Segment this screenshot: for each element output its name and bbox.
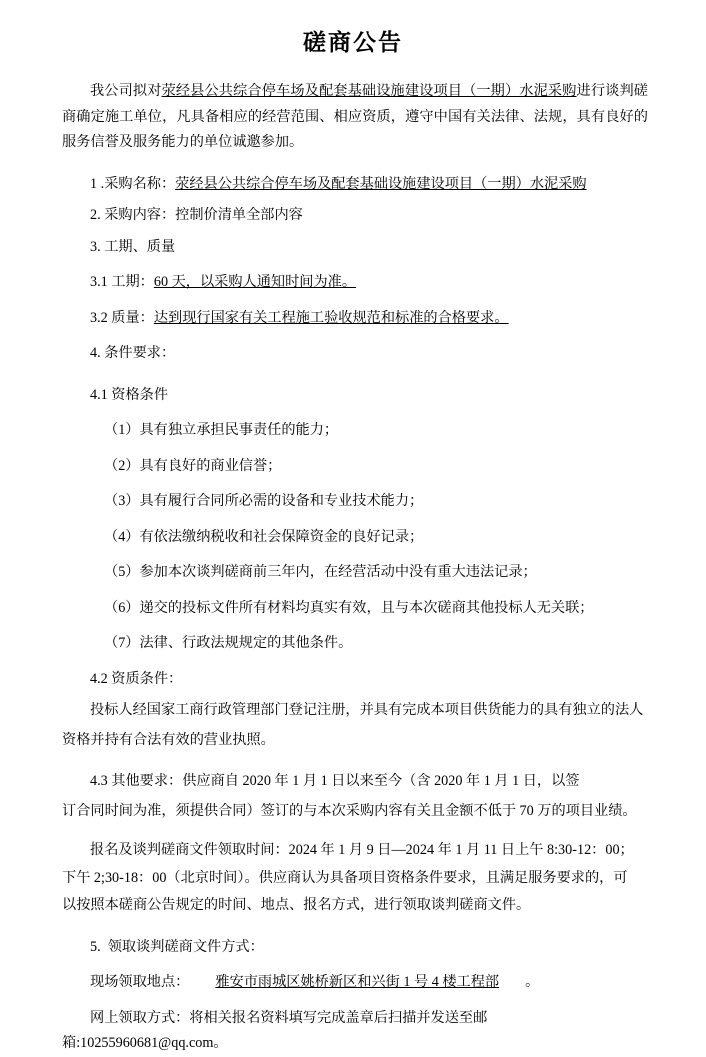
- section-4-label: 条件要求：: [104, 345, 176, 361]
- registration-line-1: 报名及谈判磋商文件领取时间：2024 年 1 月 9 日—2024 年 1 月 11 日上午 8:30-12：00；: [90, 842, 634, 858]
- pickup-heading-label: 领取谈判磋商文件方式：: [107, 938, 264, 955]
- other-requirements-text-1: 供应商自 2020 年 1 月 1 日以来至今（含 2020 年 1 月 1 日，以签: [182, 773, 580, 789]
- intro-project-name: 荥经县公共综合停车场及配套基础设施建设项目（一期）水泥采购: [161, 83, 577, 99]
- other-requirements-label: 其他要求：: [111, 773, 183, 789]
- pickup-heading: [62, 935, 648, 961]
- sub-item-3-1-label: 工期：: [111, 274, 154, 290]
- list-item: （4）有依法缴纳税收和社会保障资金的良好记录；: [104, 528, 424, 545]
- section-2: [62, 203, 648, 229]
- section-2-number: 2.: [90, 207, 101, 223]
- credential-text-line-2: 资格并持有合法有效的营业执照。: [62, 731, 275, 748]
- credential-heading-label: 资质条件：: [111, 670, 183, 687]
- list-item: （5）参加本次谈判磋商前三年内，在经营活动中没有重大违法记录；: [104, 564, 537, 580]
- pickup-onsite-label: 现场领取地点：: [90, 974, 190, 990]
- sub-item-3-2-number: 3.2: [90, 309, 108, 326]
- pickup-online: [62, 1006, 648, 1057]
- list-item: （7）法律、行政法规规定的其他条件。: [104, 635, 353, 651]
- section-4-conditions: [62, 341, 648, 367]
- sub-item-3-2-value: 达到现行国家有关工程施工验收规范和标准的合格要求。: [153, 309, 509, 326]
- list-item: （6）递交的投标文件所有材料均真实有效，且与本次磋商其他投标人无关联；: [104, 599, 594, 616]
- list-item: （2）具有良好的商业信誉；: [104, 457, 282, 474]
- pickup-heading-number: 5.: [90, 938, 101, 955]
- sub-item-3-2-label: 质量：: [111, 309, 154, 326]
- sub-item-3-1-value: 60 天，以采购人通知时间为准。: [153, 274, 357, 290]
- section-2-label: 采购内容：控制价清单全部内容: [104, 207, 303, 223]
- section-1-number: 1 .: [90, 175, 105, 192]
- page-title: 磋商公告: [303, 30, 403, 55]
- section-3: [62, 235, 648, 261]
- qualification-heading-label: 资格条件: [111, 386, 169, 403]
- credential-text-line-1: 投标人经国家工商行政管理部门登记注册，并具有完成本项目供货能力的具有独立的法人: [90, 702, 644, 718]
- list-item: （3）具有履行合同所必需的设备和专业技术能力；: [104, 493, 424, 509]
- pickup-online-email: 10255960681@qq.com。: [80, 1035, 228, 1051]
- intro-post: 进行谈判磋商确定施工单位，凡具备相应的经营范围、相应资质，遵守中国有关法律、法规，具有良好的服务信誉及服务能力的单位诚邀参加。: [62, 83, 648, 150]
- sub-item-3-1-number: 3.1: [90, 274, 108, 290]
- credential-heading: [62, 667, 648, 693]
- pickup-online-label: 网上领取方式：将相关报名资料填写完成盖章后扫描并发送至邮箱:: [62, 1009, 488, 1051]
- document-page: [0, 12, 706, 1051]
- section-1: [62, 172, 648, 198]
- list-item: （1）具有独立承担民事责任的能力；: [104, 422, 339, 438]
- sub-item-3-2: [62, 306, 648, 332]
- other-requirements-number: 4.3: [90, 773, 108, 789]
- qualification-heading: [62, 383, 648, 409]
- pickup-onsite-trailing: 。: [525, 974, 540, 990]
- pickup-onsite-address: [189, 974, 525, 990]
- section-4-number: 4.: [90, 345, 101, 361]
- intro-paragraph: [62, 79, 648, 156]
- intro-pre: 我公司拟对: [90, 83, 162, 99]
- registration-line-2: 下午 2;30-18：00（北京时间）。供应商认为具备项目资格条件要求，且满足服务要求的，可: [62, 869, 628, 886]
- qualification-heading-number: 4.1: [90, 386, 108, 403]
- section-1-label: 采购名称：: [104, 175, 176, 192]
- credential-heading-number: 4.2: [90, 670, 108, 687]
- sub-item-3-1: [62, 270, 648, 296]
- other-requirements-line-1: [62, 769, 648, 795]
- section-1-value: 荥经县公共综合停车场及配套基础设施建设项目（一期）水泥采购: [175, 175, 587, 192]
- section-3-label: 工期、质量: [104, 238, 176, 255]
- other-requirements-line-2: 订合同时间为准，须提供合同）签订的与本次采购内容有关且金额不低于 70 万的项目业绩。: [62, 802, 637, 819]
- registration-line-3: 以按照本磋商公告规定的时间、地点、报名方式，进行领取谈判磋商文件。: [62, 897, 531, 913]
- pickup-onsite: [62, 970, 648, 996]
- document-body: [0, 79, 706, 1057]
- pickup-onsite-address-text: 雅安市雨城区姚桥新区和兴街 1 号 4 楼工程部: [215, 974, 500, 990]
- section-3-number: 3.: [90, 238, 101, 255]
